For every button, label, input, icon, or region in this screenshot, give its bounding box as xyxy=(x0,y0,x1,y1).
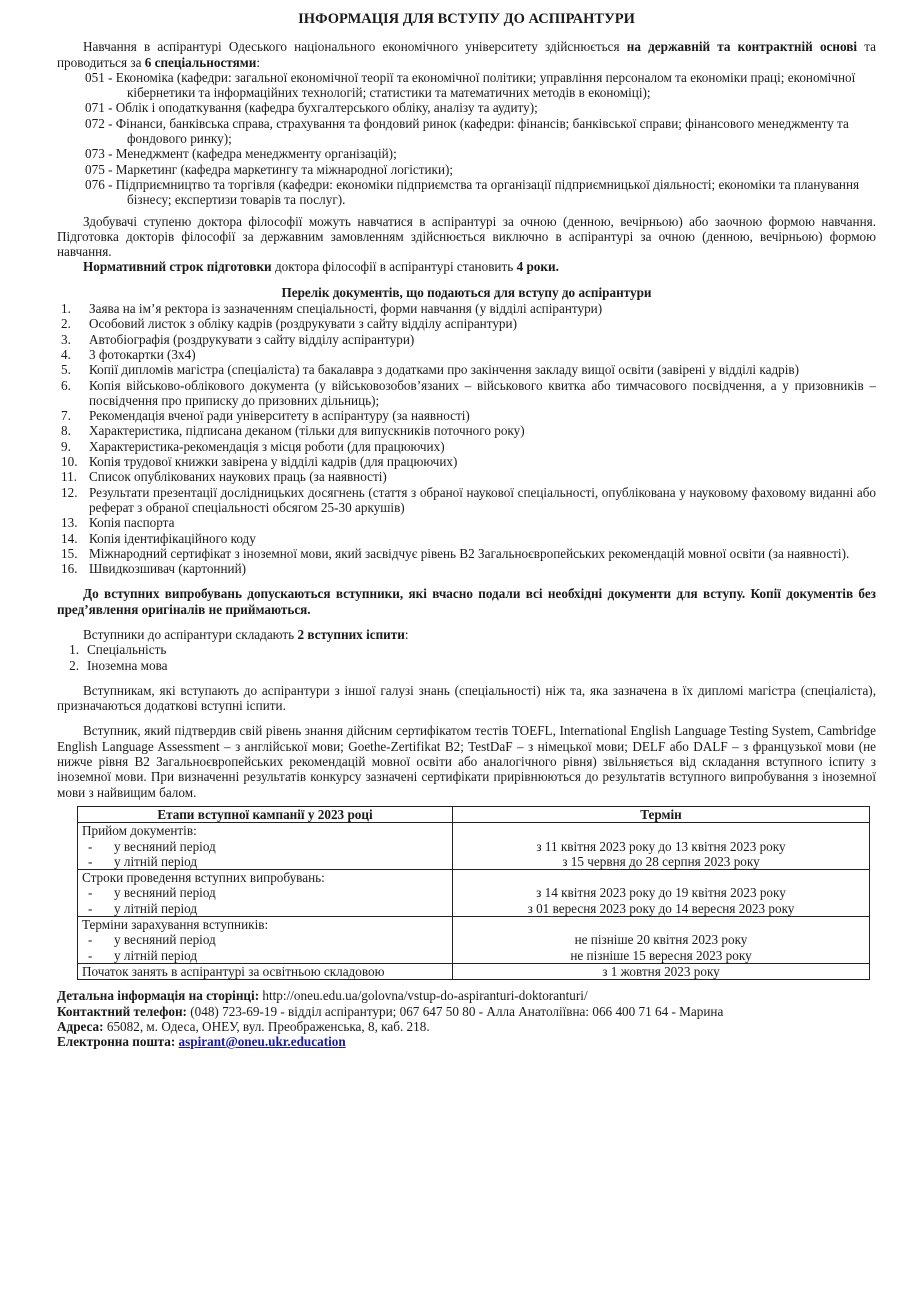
term-value: 4 роки. xyxy=(516,259,559,275)
stage-period xyxy=(82,901,448,916)
document-item xyxy=(57,423,876,438)
term-cell xyxy=(453,823,870,870)
contact-phone-line xyxy=(57,1004,876,1019)
document-number: 11. xyxy=(61,469,77,485)
study-forms-paragraph: Здобувачі ступеню доктора філософії можуть навчатися в аспірантурі за очною (денною, вечірньою) або заочною формою навчання. Підготовка докторів філософії за державним замовленням здійснюється виключно в аспірантурі за очною (денною, вечірньою) формою навчання. xyxy=(57,213,876,260)
period-name: у весняний період xyxy=(114,932,216,948)
document-number: 1. xyxy=(61,301,71,317)
document-item xyxy=(57,362,876,377)
address-value: 65082, м. Одеса, ОНЕУ, вул. Преображенська, 8, каб. 218. xyxy=(103,1018,430,1034)
term-cell: з 1 жовтня 2023 року xyxy=(453,963,870,979)
phone-label: Контактний телефон: xyxy=(57,1003,187,1019)
document-number: 15. xyxy=(61,545,78,561)
stage-period xyxy=(82,839,448,854)
document-item xyxy=(57,469,876,484)
table-row xyxy=(78,870,870,917)
contacts-block xyxy=(57,988,876,1049)
document-text: Копія трудової книжки завірена у відділі кадрів (для працюючих) xyxy=(89,454,458,470)
specialty-item: 076 - Підприємництво та торгівля (кафедри: економіки підприємства та організації підприємницької діяльності; економіки та планування бізнесу; експертизи товарів та послуг). xyxy=(85,176,860,208)
dash-marker: - xyxy=(88,900,93,916)
exams-intro-text: Вступники до аспірантури складають xyxy=(83,626,295,642)
document-number: 9. xyxy=(61,438,71,454)
exams-intro xyxy=(57,627,876,642)
contact-email-line xyxy=(57,1034,876,1049)
stage-period xyxy=(82,948,448,963)
term-label: Нормативний строк підготовки xyxy=(83,259,272,275)
stage-label: Строки проведення вступних випробувань: xyxy=(82,870,325,886)
dash-marker: - xyxy=(88,885,93,901)
exam-item xyxy=(57,658,876,673)
period-name: у літній період xyxy=(114,853,198,869)
term-value: з 15 червня до 28 серпня 2023 року xyxy=(562,853,760,869)
term-value: з 11 квітня 2023 року до 13 квітня 2023 року xyxy=(536,838,786,854)
table-row xyxy=(78,963,870,979)
document-item xyxy=(57,332,876,347)
document-text: Характеристика-рекомендація з місця роботи (для працюючих) xyxy=(89,438,445,454)
stage-period xyxy=(82,885,448,900)
exam-number: 2. xyxy=(69,657,79,673)
document-text: Автобіографія (роздрукувати з сайту відділу аспірантури) xyxy=(89,331,415,347)
exam-item xyxy=(57,642,876,657)
stage-period xyxy=(82,932,448,947)
stage-cell: Початок занять в аспірантурі за освітньою складовою xyxy=(78,963,453,979)
specialty-item: 051 - Економіка (кафедри: загальної економічної теорії та економічної політики; управління персоналом та економіки праці; економічної кібернетики та інформаційних технологій; статистики та математичних методів в економіці); xyxy=(85,69,856,101)
exams-colon: : xyxy=(404,626,409,642)
term-cell xyxy=(453,917,870,964)
page-title: ІНФОРМАЦІЯ ДЛЯ ВСТУПУ ДО АСПІРАНТУРИ xyxy=(298,11,635,27)
document-item xyxy=(57,485,876,516)
document-number: 3. xyxy=(61,331,71,347)
specialties-list xyxy=(57,70,876,208)
email-link[interactable]: aspirant@oneu.ukr.education xyxy=(178,1034,346,1050)
stage-cell xyxy=(78,917,453,964)
document-item xyxy=(57,301,876,316)
intro-bold-specialties: 6 спеціальностями xyxy=(144,54,257,70)
document-number: 10. xyxy=(61,454,78,470)
intro-paragraph xyxy=(57,39,876,70)
table-header-stages: Етапи вступної кампанії у 2023 році xyxy=(78,806,453,822)
specialty-item: 072 - Фінанси, банківська справа, страхування та фондовий ринок (кафедри: фінансів; банківської справи; фінансового менеджменту та фондового ринку); xyxy=(85,115,849,147)
dash-marker: - xyxy=(88,932,93,948)
documents-list xyxy=(57,301,876,576)
document-number: 12. xyxy=(61,484,78,500)
contact-info-line xyxy=(57,988,876,1003)
dash-marker: - xyxy=(88,853,93,869)
intro-text: Навчання в аспірантурі Одеського національного економічного університету здійснюється xyxy=(83,39,620,55)
term-value: не пізніше 15 вересня 2023 року xyxy=(570,947,752,963)
document-item xyxy=(57,316,876,331)
document-item xyxy=(57,515,876,530)
exam-name: Спеціальність xyxy=(87,642,167,658)
term-paragraph xyxy=(57,259,876,274)
exams-list xyxy=(57,642,876,673)
document-text: Список опублікованих наукових праць (за наявності) xyxy=(89,469,387,485)
term-cell xyxy=(453,870,870,917)
certificates-paragraph: Вступник, який підтвердив свій рівень знання дійсним сертифікатом тестів TOEFL, International English Language Testing System, Cambridge English Language Assessment – з англійської мови; Goethe-Zertifikat B2; TestDaF – з німецької мови; DELF або DALF – з французької мови (не нижче рівня В2 Загальноєвропейських рекомендацій мовної освіти або аналогічного рівня) звільняється від складання вступного іспиту з іноземної мови. При визначенні результатів конкурсу зазначені сертифікати прирівнюються до результатів вступного випробування з іноземної мови з найвищим балом. xyxy=(57,723,876,800)
document-text: Копія ідентифікаційного коду xyxy=(89,530,256,546)
admission-note: До вступних випробувань допускаються вступники, які вчасно подали всі необхідні документи для вступу. Копії документів без пред’явлення оригіналів не приймаються. xyxy=(57,586,876,617)
stage-period xyxy=(82,854,448,869)
document-text: Копія паспорта xyxy=(89,515,175,531)
period-name: у літній період xyxy=(114,947,198,963)
document-text: Швидкозшивач (картонний) xyxy=(89,561,247,577)
intro-colon: : xyxy=(256,54,260,70)
table-row xyxy=(78,917,870,964)
term-spacer xyxy=(457,917,865,932)
document-text: Рекомендація вченої ради університету в аспірантуру (за наявності) xyxy=(89,408,470,424)
stage-cell xyxy=(78,823,453,870)
document-text: Міжнародний сертифікат з іноземної мови, який засвідчує рівень В2 Загальноєвропейських рекомендацій мовної освіти (за наявності). xyxy=(89,545,850,561)
email-label: Електронна пошта: xyxy=(57,1034,176,1050)
document-text: 3 фотокартки (3х4) xyxy=(89,346,196,362)
document-text: Характеристика, підписана деканом (тільки для випускників поточного року) xyxy=(89,423,525,439)
document-item xyxy=(57,454,876,469)
table-body xyxy=(78,823,870,980)
document-text: Заява на ім’я ректора із зазначенням спеціальності, форми навчання (у відділі аспірантури) xyxy=(89,301,603,317)
exams-count: 2 вступних іспити xyxy=(297,626,405,642)
table-header-row xyxy=(78,806,870,822)
document-item xyxy=(57,408,876,423)
specialty-item: 073 - Менеджмент (кафедра менеджменту організацій); xyxy=(85,146,397,162)
document-item xyxy=(57,561,876,576)
document-number: 7. xyxy=(61,408,71,424)
admission-stages-table xyxy=(77,806,870,980)
intro-text-2: та проводиться за xyxy=(57,39,876,70)
term-spacer xyxy=(457,823,865,838)
term-text: доктора філософії в аспірантурі становить xyxy=(274,259,514,275)
document-number: 8. xyxy=(61,423,71,439)
table-row xyxy=(78,823,870,870)
table-header-term: Термін xyxy=(453,806,870,822)
info-label: Детальна інформація на сторінці: xyxy=(57,988,260,1004)
stage-label: Прийом документів: xyxy=(82,823,197,839)
specialty-item: 075 - Маркетинг (кафедра маркетингу та міжнародної логістики); xyxy=(85,161,454,177)
stage-label: Терміни зарахування вступників: xyxy=(82,917,269,933)
info-url: http://oneu.edu.ua/golovna/vstup-do-aspiranturi-doktoranturi/ xyxy=(259,988,588,1004)
other-field-paragraph: Вступникам, які вступають до аспірантури з іншої галузі знань (спеціальності) ніж та, яка зазначена в їх дипломі магістра (спеціаліста), призначаються додаткові вступні іспити. xyxy=(57,682,876,714)
document-text: Копії дипломів магістра (спеціаліста) та бакалавра з додатками про закінчення закладу вищої освіти (завірені у відділі кадрів) xyxy=(89,362,800,378)
document-number: 13. xyxy=(61,515,78,531)
specialty-item: 071 - Облік і оподаткування (кафедра бухгалтерського обліку, аналізу та аудиту); xyxy=(85,100,538,116)
document-text: Копія військово-облікового документа (у військовозобов’язаних – військового квитка або тимчасового посвідчення, а у призовників – посвідчення про приписку до призовних дільниць); xyxy=(89,377,876,408)
phone-value: (048) 723-69-19 - відділ аспірантури; 067 647 50 80 - Алла Анатоліївна: 066 400 71 64 - Марина xyxy=(186,1003,724,1019)
period-name: у весняний період xyxy=(114,838,216,854)
exam-name: Іноземна мова xyxy=(87,657,168,673)
term-value: не пізніше 20 квітня 2023 року xyxy=(574,932,748,948)
document-number: 16. xyxy=(61,561,78,577)
exam-number: 1. xyxy=(69,642,79,658)
document-text: Особовий листок з обліку кадрів (роздрукувати з сайту відділу аспірантури) xyxy=(89,316,517,332)
document-text: Результати презентації дослідницьких досягнень (стаття з обраної наукової спеціальності, опублікована у науковому фаховому виданні або реферат з обраної спеціальності обсягом 25-30 аркушів) xyxy=(89,484,876,515)
term-value: з 14 квітня 2023 року до 19 квітня 2023 року xyxy=(536,885,786,901)
document-item xyxy=(57,347,876,362)
document-item xyxy=(57,378,876,409)
document-number: 4. xyxy=(61,346,71,362)
contact-address-line xyxy=(57,1019,876,1034)
address-label: Адреса: xyxy=(57,1018,104,1034)
document-number: 2. xyxy=(61,316,71,332)
period-name: у літній період xyxy=(114,900,198,916)
dash-marker: - xyxy=(88,838,93,854)
intro-bold-funding: на державній та контрактній основі xyxy=(626,39,858,55)
document-item xyxy=(57,531,876,546)
documents-heading: Перелік документів, що подаються для вступу до аспірантури xyxy=(281,284,652,300)
document-number: 6. xyxy=(61,377,71,393)
term-spacer xyxy=(457,870,865,885)
term-value: з 01 вересня 2023 року до 14 вересня 2023 року xyxy=(527,900,795,916)
dash-marker: - xyxy=(88,947,93,963)
document-item xyxy=(57,546,876,561)
document-number: 14. xyxy=(61,530,78,546)
document-number: 5. xyxy=(61,362,71,378)
stage-cell xyxy=(78,870,453,917)
period-name: у весняний період xyxy=(114,885,216,901)
document-item xyxy=(57,439,876,454)
